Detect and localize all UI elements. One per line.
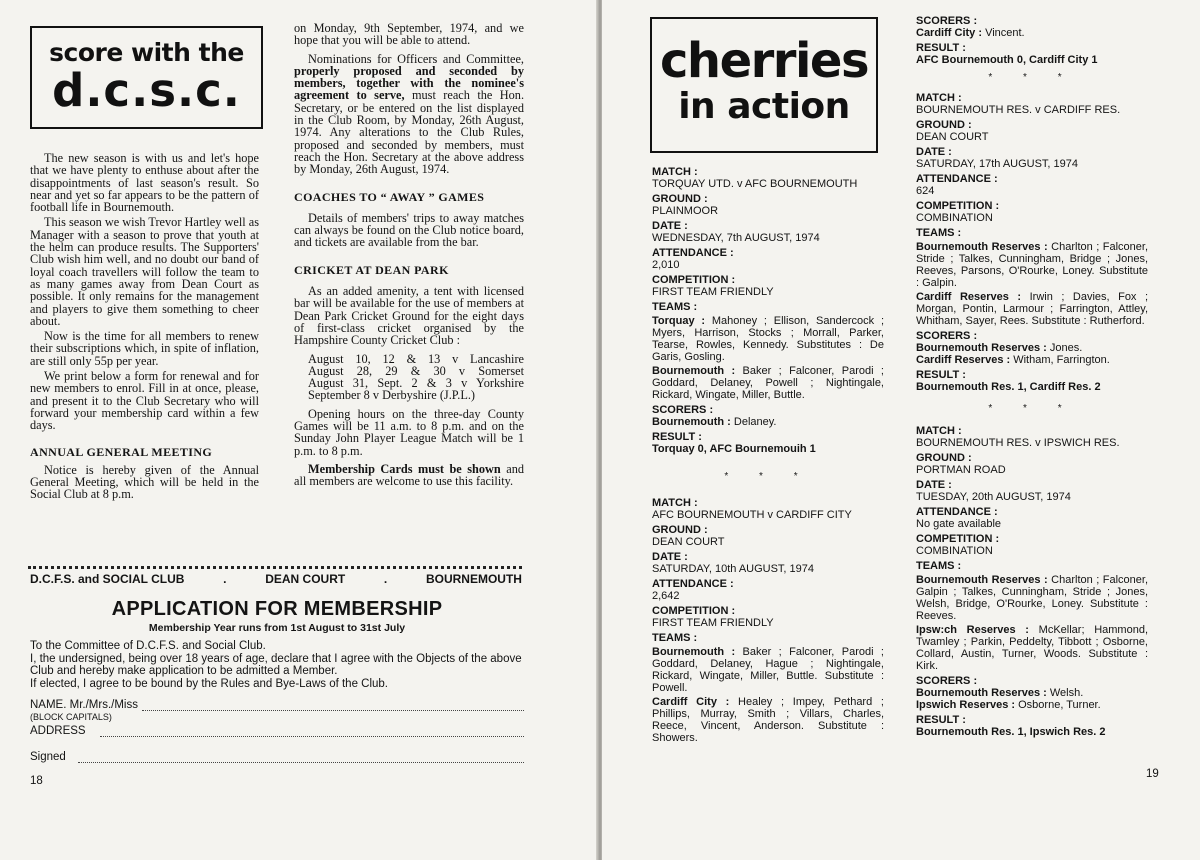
team-lineup-text: Charlton ; Falconer, Galpin ; Talkes, Cunningham, Stride ; Jones, Welsh, Bridge, O'Rourke, Loney. Substitute : Reeves.	[916, 574, 1148, 622]
form-intro: To the Committee of D.C.F.S. and Social Club. I, the undersigned, being over 18 years of age, declare that I agree with the Objects of the above Club and hereby make application to be admitted a Member. If elected, I agree to be bound by the Rules and Bye-Laws of the Club.	[30, 640, 522, 690]
ground-label: GROUND :	[916, 119, 972, 131]
teams-label: TEAMS :	[652, 632, 698, 644]
team-lineup-name: Bournemouth Reserves :	[916, 574, 1048, 586]
application-subtitle: Membership Year runs from 1st August to 31st July	[148, 622, 406, 634]
team-lineup-text: Mahoney ; Ellison, Sandercock ; Myers, Harrison, Stocks ; Morrall, Parker, Tearse, Rowles, Kennedy. Substitutes : De Garis, Gosling.	[652, 315, 884, 363]
fixture-line: September 8 v Derbyshire (J.P.L.)	[308, 388, 475, 403]
name-field[interactable]: NAME. Mr./Mrs./Miss	[30, 699, 524, 711]
team-lineup-name: Bournemouth Reserves :	[916, 241, 1048, 253]
scorers-label: SCORERS :	[916, 675, 978, 687]
scorer-line-name: Bournemouth Reserves :	[916, 342, 1047, 354]
team-lineup-text: Baker ; Falconer, Parodi ; Goddard, Delaney, Hague ; Nightingale, Rickard, Wingate, Miller, Buttle. Substitute : Powell.	[652, 646, 884, 694]
date-value: TUESDAY, 20th AUGUST, 1974	[916, 491, 1071, 503]
result-value: Bournemouth Res. 1, Cardiff Res. 2	[916, 381, 1101, 393]
scorer-line-name: Cardiff City :	[916, 27, 982, 39]
team-lineup-name: Cardiff Reserves :	[916, 291, 1022, 303]
attendance-value: No gate available	[916, 518, 1002, 530]
body-paragraph: We print below a form for renewal and for new members to enrol. Fill in at once, please, and present it to the Club Secretary who will forward your membership card within a few days.	[30, 369, 259, 433]
team-lineup	[916, 291, 1148, 327]
scorer-line-name: Bournemouth :	[652, 416, 731, 428]
competition-label: COMPETITION :	[916, 200, 1000, 212]
dcsc-logo	[30, 26, 263, 129]
team-lineup	[652, 646, 884, 694]
body-paragraph: The new season is with us and let's hope that we have plenty to enthuse about after the disappointments of last season's result. So near and yet so far appears to be the pattern of football life in Bournemouth.	[30, 151, 259, 215]
date-label: DATE :	[652, 551, 688, 563]
ground-value: PORTMAN ROAD	[916, 464, 1006, 476]
application-title: APPLICATION FOR MEMBERSHIP	[111, 598, 443, 620]
date-label: DATE :	[652, 220, 688, 232]
team-lineup	[652, 696, 884, 744]
signed-field[interactable]: Signed	[30, 751, 524, 763]
teams-label: TEAMS :	[916, 560, 962, 572]
attendance-label: ATTENDANCE :	[916, 506, 998, 518]
left-column-2	[294, 22, 524, 488]
attendance-label: ATTENDANCE :	[652, 247, 734, 259]
left-column-1	[30, 152, 259, 501]
competition-label: COMPETITION :	[916, 533, 1000, 545]
match-label: MATCH :	[916, 425, 962, 437]
scorer-line-text: Jones.	[1049, 342, 1083, 354]
section-heading: ANNUAL GENERAL MEETING	[30, 444, 213, 459]
scorer-line-text: Delaney.	[733, 416, 777, 428]
membership-cards: Membership Cards must be shown and all members are welcome to use this facility.	[294, 461, 524, 489]
scorer-line-name: Ipswich Reserves :	[916, 699, 1016, 711]
team-lineup-text: McKellar; Hammond, Twamley ; Parkin, Peddelty, Tibbott ; Osborne, Collard, Austin, Turner, Woods. Substitute : Kirk.	[916, 624, 1148, 672]
ground-label: GROUND :	[916, 452, 972, 464]
dotted-rule	[28, 566, 522, 569]
right-page	[602, 0, 1200, 860]
date-label: DATE :	[916, 479, 952, 491]
team-lineup-name: Torquay :	[652, 315, 706, 327]
teams-label: TEAMS :	[652, 301, 698, 313]
scorer-line-text: Welsh.	[1049, 687, 1084, 699]
match-value: TORQUAY UTD. v AFC BOURNEMOUTH	[652, 178, 858, 190]
team-lineup-name: Bournemouth :	[652, 646, 736, 658]
scorers-label: SCORERS :	[916, 330, 978, 342]
agm-continued: on Monday, 9th September, 1974, and we hope that you will be able to attend.	[294, 21, 524, 48]
club-footer-bar: D.C.F.S. and SOCIAL CLUB . DEAN COURT . BOURNEMOUTH	[30, 572, 522, 586]
match-value: BOURNEMOUTH RES. v IPSWICH RES.	[916, 437, 1120, 449]
match-label: MATCH :	[916, 92, 962, 104]
fixture-line: August 28, 29 & 30 v Somerset	[308, 363, 524, 378]
logo-line2: d.c.s.c.	[52, 64, 241, 117]
scorers-label: SCORERS :	[916, 15, 978, 27]
team-lineup	[652, 365, 884, 401]
scorer-line	[916, 27, 1148, 39]
logo-in-action: in action	[678, 86, 850, 127]
competition-value: FIRST TEAM FRIENDLY	[652, 286, 774, 298]
logo-line1: score with the	[49, 38, 244, 67]
team-lineup-text: Irwin ; Davies, Fox ; Morgan, Pontin, Larmour ; Farrington, Attley, Whitham, Sayer, Rees. Substitute : Rutherford.	[916, 291, 1149, 327]
address-field[interactable]: ADDRESS	[30, 725, 524, 737]
fixture-line: August 31, Sept. 2 & 3 v Yorkshire	[308, 376, 524, 391]
ground-value: DEAN COURT	[652, 536, 725, 548]
competition-value: FIRST TEAM FRIENDLY	[652, 617, 774, 629]
date-label: DATE :	[916, 146, 952, 158]
match-label: MATCH :	[652, 497, 698, 509]
team-lineup-text: Charlton ; Falconer, Stride ; Talkes, Cunningham, Bridge ; Jones, Reeves, Parsons, O'Rourke, Loney. Substitute : Galpin.	[916, 241, 1148, 289]
body-paragraph: Notice is hereby given of the Annual General Meeting, which will be held in the Social Club at 8 p.m.	[30, 462, 259, 502]
attendance-label: ATTENDANCE :	[652, 578, 734, 590]
scorer-line	[916, 699, 1148, 711]
page-number-left: 18	[30, 775, 43, 787]
team-lineup-name: Ipsw:ch Reserves :	[916, 624, 1029, 636]
scorer-line-text: Witham, Farrington.	[1013, 354, 1110, 366]
cherries-logo	[650, 17, 878, 153]
scorer-line	[652, 416, 884, 428]
teams-label: TEAMS :	[916, 227, 962, 239]
team-lineup	[916, 624, 1148, 672]
scorer-line	[916, 354, 1148, 366]
result-label: RESULT :	[652, 431, 702, 443]
team-lineup	[916, 574, 1148, 622]
date-value: SATURDAY, 17th AUGUST, 1974	[916, 158, 1079, 170]
scorer-line-text: Osborne, Turner.	[1018, 699, 1101, 711]
team-lineup-name: Bournemouth :	[652, 365, 736, 377]
result-label: RESULT :	[916, 714, 966, 726]
scorers-label: SCORERS :	[652, 404, 714, 416]
opening-hours: Opening hours on the three-day County Games will be 11 a.m. to 8 p.m. and on the Sunday John Player League Match will be 1 p.m. to 8 p.m.	[294, 406, 524, 458]
competition-value: COMBINATION	[916, 212, 993, 224]
body-paragraph: This season we wish Trevor Hartley well as Manager with a season to prove that youth at the helm can produce results. The Supporters' Club wish him well, and no doubt our band of loyal coach travellers will follow the team to as many games away from Dean Court as possible. It only remains for the management and players to give them something to cheer about.	[30, 215, 259, 328]
team-lineup	[916, 241, 1148, 289]
team-lineup	[652, 315, 884, 363]
ground-value: PLAINMOOR	[652, 205, 719, 217]
ground-label: GROUND :	[652, 193, 708, 205]
result-value: AFC Bournemouth 0, Cardiff City 1	[916, 54, 1098, 66]
competition-label: COMPETITION :	[652, 274, 736, 286]
results-column-2	[916, 15, 1148, 738]
scorer-line-name: Bournemouth Reserves :	[916, 687, 1047, 699]
left-page	[0, 0, 598, 860]
separator-stars: * * *	[988, 403, 1076, 414]
match-label: MATCH :	[652, 166, 698, 178]
results-column-1	[652, 163, 884, 744]
scorer-line	[916, 342, 1148, 354]
attendance-value: 624	[916, 185, 935, 197]
match-value: AFC BOURNEMOUTH v CARDIFF CITY	[652, 509, 852, 521]
coaches-heading: COACHES TO “ AWAY ” GAMES	[294, 189, 485, 204]
attendance-value: 2,642	[652, 590, 680, 602]
match-value: BOURNEMOUTH RES. v CARDIFF RES.	[916, 104, 1121, 116]
attendance-label: ATTENDANCE :	[916, 173, 998, 185]
ground-label: GROUND :	[652, 524, 708, 536]
body-paragraph: Now is the time for all members to renew their subscriptions which, in spite of inflation, are still only 55p per year.	[30, 329, 259, 368]
scorer-line-text: Vincent.	[985, 27, 1025, 39]
ground-value: DEAN COURT	[916, 131, 989, 143]
nominations-text: Nominations for Officers and Committee, properly proposed and seconded by members, together with the nominee's agreement to serve, must reach the Hon. Secretary, or be entered on the list displayed in the Club Room, by Monday, 26th August, 1974. Any alterations to the Club Rules, proposed and seconded by members, must reach the Hon. Secretary at the above address by Monday, 26th August, 1974.	[294, 51, 525, 177]
page-number-right: 19	[1146, 768, 1159, 780]
scorer-line-name: Cardiff Reserves :	[916, 354, 1011, 366]
result-value: Torquay 0, AFC Bournemouih 1	[652, 443, 816, 455]
cricket-heading: CRICKET AT DEAN PARK	[294, 262, 449, 277]
team-lineup-text: Healey ; Impey, Pethard ; Phillips, Murray, Smith ; Villars, Charles, Reece, Vincent, Anderson. Substitute : Showers.	[652, 696, 884, 744]
date-value: WEDNESDAY, 7th AUGUST, 1974	[652, 232, 820, 244]
result-label: RESULT :	[916, 369, 966, 381]
fixture-line: August 10, 12 & 13 v Lancashire	[308, 351, 524, 366]
logo-cherries: cherries	[659, 33, 869, 89]
block-capitals-note: (BLOCK CAPITALS)	[30, 712, 112, 722]
competition-value: COMBINATION	[916, 545, 993, 557]
scorer-line	[916, 687, 1148, 699]
result-value: Bournemouth Res. 1, Ipswich Res. 2	[916, 726, 1106, 738]
date-value: SATURDAY, 10th AUGUST, 1974	[652, 563, 815, 575]
attendance-value: 2,010	[652, 259, 680, 271]
result-label: RESULT :	[916, 42, 966, 54]
coaches-text: Details of members' trips to away matches can always be found on the Club notice board, and tickets are available from the bar.	[294, 210, 524, 250]
team-lineup-text: Baker ; Falconer, Parodi ; Goddard, Delaney, Powell ; Nightingale, Rickard, Wingate, Miller, Buttle.	[652, 365, 884, 401]
cricket-text: As an added amenity, a tent with licensed bar will be available for the use of members at Dean Park Cricket Ground for the eight days of first-class cricket organised by the Hampshire County Cricket Club :	[294, 284, 524, 348]
competition-label: COMPETITION :	[652, 605, 736, 617]
cricket-fixtures	[308, 353, 524, 402]
separator-stars: * * *	[988, 72, 1076, 83]
separator-stars: * * *	[724, 471, 812, 482]
team-lineup-name: Cardiff City :	[652, 696, 730, 708]
